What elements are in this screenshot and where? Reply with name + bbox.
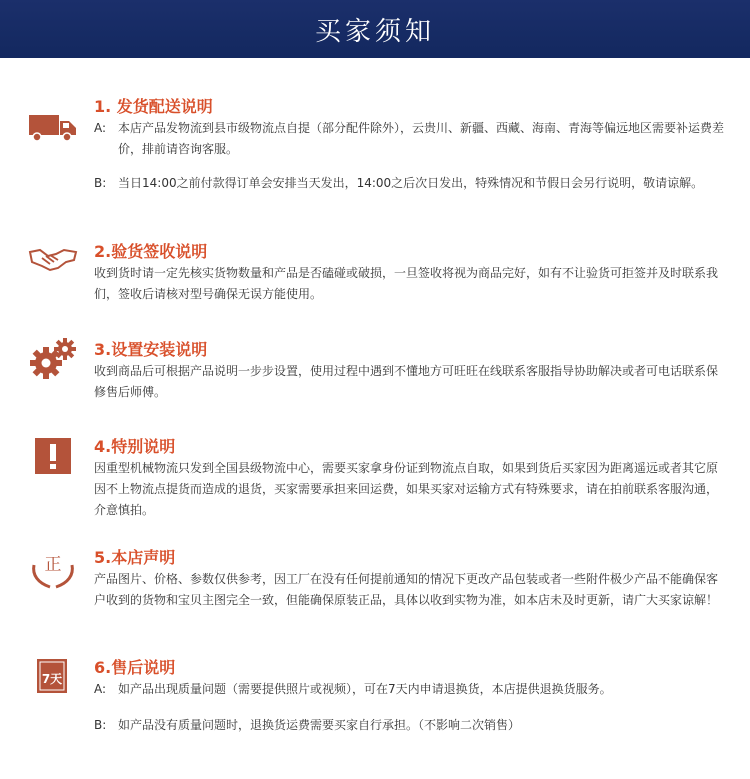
- section-title: 1. 发货配送说明: [94, 97, 213, 116]
- section-text: 收到货时请一定先核实货物数量和产品是否磕碰或破损，一旦签收将视为商品完好，如有不让验货可拒签并及时联系我们，签收后请核对型号确保无误方能使用。: [94, 266, 719, 301]
- section-title: 2.验货签收说明: [94, 242, 208, 261]
- item-prefix: A:: [94, 682, 107, 696]
- item-text: 如产品没有质量问题时，退换货运费需要买家自行承担。（不影响二次销售）: [118, 718, 521, 732]
- exclamation-icon: [27, 434, 79, 478]
- item-text: 如产品出现质量问题（需要提供照片或视频），可在7天内申请退换货，本店提供退换货服务。: [118, 682, 612, 696]
- section-text: 收到商品后可根据产品说明一步步设置，使用过程中遇到不懂地方可旺旺在线联系客服指导协助解决或者可电话联系保修售后师傅。: [94, 364, 719, 399]
- item-prefix: B:: [94, 718, 107, 732]
- gears-icon: [27, 337, 79, 381]
- list-item: [94, 715, 724, 736]
- item-prefix: B:: [94, 176, 107, 190]
- item-text: 本店产品发物流到县市级物流点自提（部分配件除外），云贵川、新疆、西藏、海南、青海等偏远地区需要补运费差价，排前请咨询客服。: [118, 121, 725, 156]
- section-title: 6.售后说明: [94, 658, 176, 677]
- seven-days-icon: [27, 655, 79, 699]
- handshake-icon: [27, 237, 79, 281]
- section-title: 3.设置安装说明: [94, 340, 208, 359]
- page-title: 买家须知: [314, 16, 435, 47]
- zheng-glyph: 正: [44, 555, 62, 575]
- list-item: [94, 173, 724, 194]
- item-text: 当日14:00之前付款得订单会安排当天发出，14:00之后次日发出，特殊情况和节假日会另行说明，敬请谅解。: [118, 176, 704, 190]
- section-text: 产品图片、价格、参数仅供参考，因工厂在没有任何提前通知的情况下更改产品包装或者一些附件极少产品不能确保客户收到的货物和宝贝主图完全一致，但能确保原装正品，具体以收到实物为准，如本店未及时更新，请广大买家谅解！: [94, 572, 719, 607]
- section-title: 4.特别说明: [94, 437, 176, 456]
- delivery-truck-icon: [27, 106, 79, 150]
- item-prefix: A:: [94, 121, 107, 135]
- page-header: [0, 0, 750, 58]
- section-text: 因重型机械物流只发到全国县级物流中心，需要买家拿身份证到物流点自取，如果到货后买家因为距离遥远或者其它原因不上物流点提货而造成的退货，买家需要承担来回运费，如果买家对运输方式有特殊要求，请在拍前联系客服沟通，介意慎拍。: [94, 461, 719, 517]
- section-title: 5.本店声明: [94, 548, 176, 567]
- seven-days-glyph: 7天: [41, 672, 63, 686]
- list-item: [94, 118, 724, 160]
- hands-zheng-icon: [27, 545, 79, 589]
- list-item: [94, 679, 724, 700]
